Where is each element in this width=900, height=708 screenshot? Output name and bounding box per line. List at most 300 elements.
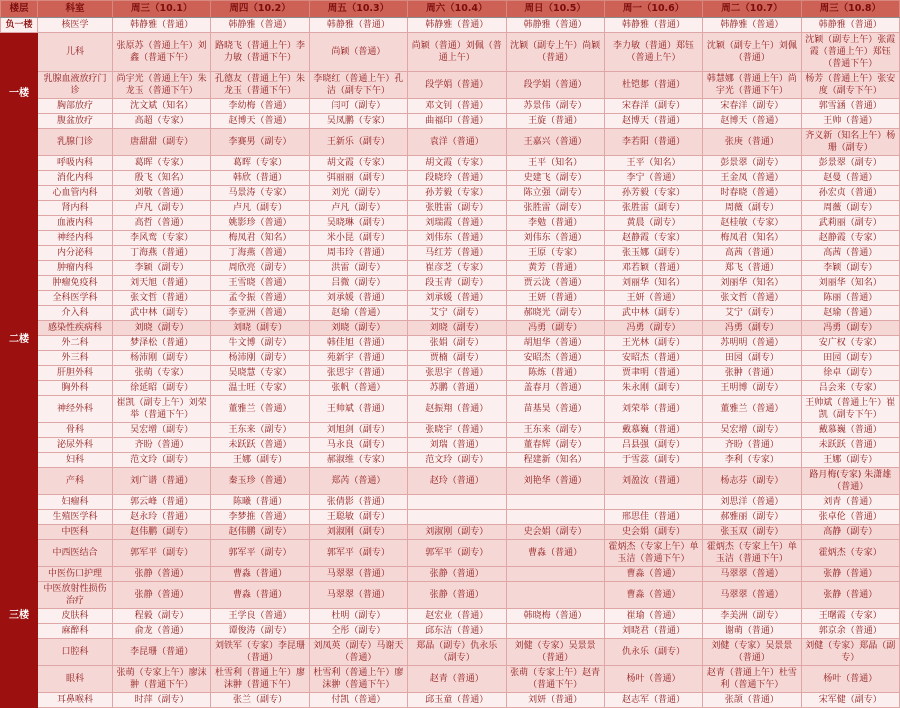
schedule-cell: 冯勇（副专）	[604, 321, 702, 336]
schedule-cell: 胡旭华（普通）	[506, 336, 604, 351]
schedule-cell: 张卓伦（普通）	[801, 510, 899, 525]
col-header-day: 周五（10.3）	[309, 1, 407, 18]
schedule-cell: 赵伟鹏（副专）	[113, 525, 211, 540]
schedule-row	[1, 624, 900, 639]
schedule-cell: 郭京余（普通）	[801, 624, 899, 639]
schedule-cell: 刘晓（副专）	[309, 321, 407, 336]
dept-cell: 腹盆放疗	[38, 114, 113, 129]
schedule-row	[1, 666, 900, 693]
schedule-cell: 李晓红（普通上午）孔洁（副专下午）	[309, 72, 407, 99]
schedule-cell: 韩静雅（普通）	[309, 18, 407, 33]
schedule-row	[1, 567, 900, 582]
header-row	[1, 1, 900, 18]
schedule-cell: 赵宏业（普通）	[408, 609, 506, 624]
schedule-cell: 邱东洁（普通）	[408, 624, 506, 639]
schedule-cell: 苏鹏（普通）	[408, 381, 506, 396]
schedule-cell: 郭云峰（普通）	[113, 495, 211, 510]
schedule-cell: 苑新宇（普通）	[309, 351, 407, 366]
schedule-cell: 张静（普通）	[113, 582, 211, 609]
schedule-cell: 杨叶（普通）	[604, 666, 702, 693]
schedule-cell: 刘敬（普通）	[113, 186, 211, 201]
schedule-cell: 陈丽（普通）	[801, 291, 899, 306]
schedule-cell: 霍炳杰（专家上午）单玉洁（普通下午）	[604, 540, 702, 567]
schedule-cell: 彭景翠（副专）	[801, 156, 899, 171]
schedule-cell: 秦玉珍（普通）	[211, 468, 309, 495]
schedule-cell: 王娜（副专）	[211, 453, 309, 468]
schedule-cell: 郑芮（普通）	[309, 468, 407, 495]
col-header-day: 周二（10.7）	[703, 1, 801, 18]
schedule-cell: 杨沛刚（副专）	[113, 351, 211, 366]
schedule-cell: 李颖（副专）	[801, 261, 899, 276]
schedule-cell: 韩佳旭（普通）	[309, 336, 407, 351]
schedule-cell: 黄晨（副专）	[604, 216, 702, 231]
schedule-cell: 葛晖（专家）	[211, 156, 309, 171]
dept-cell: 介入科	[38, 306, 113, 321]
schedule-row	[1, 396, 900, 423]
schedule-cell: 程建新（知名）	[506, 453, 604, 468]
schedule-cell: 周欣亮（副专）	[211, 261, 309, 276]
schedule-cell: 刘伟东（普通）	[506, 231, 604, 246]
schedule-cell: 刘淑刚（副专）	[309, 525, 407, 540]
schedule-row	[1, 525, 900, 540]
schedule-cell: 曹淼（普通）	[506, 540, 604, 567]
schedule-cell: 艾宁（副专）	[408, 306, 506, 321]
schedule-cell: 董雅兰（普通）	[703, 396, 801, 423]
dept-cell: 中医伤口护理	[38, 567, 113, 582]
schedule-cell: 沈文斌（知名）	[113, 99, 211, 114]
schedule-cell: 齐盼（普通）	[703, 438, 801, 453]
schedule-cell: 张胜雷（副专）	[604, 201, 702, 216]
col-header-day: 周日（10.5）	[506, 1, 604, 18]
schedule-cell: 卢凡（副专）	[113, 201, 211, 216]
schedule-cell: 张静（普通）	[113, 567, 211, 582]
dept-cell: 胸外科	[38, 381, 113, 396]
schedule-cell: 杨叶（普通）	[801, 666, 899, 693]
col-header-dept: 科室	[38, 1, 113, 18]
schedule-cell: 韩静雅（普通）	[211, 18, 309, 33]
schedule-cell: 刘晓（副专）	[408, 321, 506, 336]
schedule-cell: 崔瑜（普通）	[604, 609, 702, 624]
schedule-cell: 赵青（普通上午）杜雪利（普通下午）	[703, 666, 801, 693]
schedule-cell: 张萌（专家上午）赵青（普通下午）	[506, 666, 604, 693]
schedule-cell: 张萌（专家）	[113, 366, 211, 381]
schedule-row	[1, 99, 900, 114]
dept-cell: 口腔科	[38, 639, 113, 666]
schedule-cell: 尚颖（普通）	[309, 33, 407, 72]
schedule-cell: 赵伟鹏（副专）	[211, 525, 309, 540]
schedule-cell: 王金凤（普通）	[703, 171, 801, 186]
schedule-row	[1, 693, 900, 708]
schedule-cell: 郭军平（副专）	[309, 540, 407, 567]
schedule-cell: 安广权（专家）	[801, 336, 899, 351]
dept-cell: 呼吸内科	[38, 156, 113, 171]
dept-cell: 乳腺门诊	[38, 129, 113, 156]
schedule-cell: 苏明明（普通）	[703, 336, 801, 351]
schedule-cell: 俞龙（普通）	[113, 624, 211, 639]
schedule-cell: 李梦推（普通）	[211, 510, 309, 525]
schedule-cell: 陈曦（普通）	[211, 495, 309, 510]
col-header-floor: 楼层	[1, 1, 38, 18]
dept-cell: 肾内科	[38, 201, 113, 216]
schedule-cell: 刘晓（副专）	[113, 321, 211, 336]
schedule-cell: 王旋（普通）	[506, 114, 604, 129]
schedule-cell: 闫可（副专）	[309, 99, 407, 114]
dept-cell: 妇瘤科	[38, 495, 113, 510]
schedule-cell: 路月梅(专家) 朱潇雄（普通）	[801, 468, 899, 495]
schedule-cell: 范文玲（副专）	[113, 453, 211, 468]
schedule-cell: 段玉青（副专）	[408, 276, 506, 291]
schedule-cell: 艾宁（副专）	[703, 306, 801, 321]
schedule-row	[1, 261, 900, 276]
schedule-cell: 沈颖（副专上午）尚颖（普通）	[506, 33, 604, 72]
dept-cell: 中医科	[38, 525, 113, 540]
schedule-cell: 姚影珍（普通）	[211, 216, 309, 231]
schedule-cell: 王帅斌（普通）	[309, 396, 407, 423]
dept-cell: 耳鼻喉科	[38, 693, 113, 708]
schedule-row	[1, 351, 900, 366]
schedule-cell: 袁洋（普通）	[408, 129, 506, 156]
schedule-cell: 张玉娜（副专）	[604, 246, 702, 261]
schedule-cell: 宋春洋（副专）	[703, 99, 801, 114]
schedule-cell: 段学娟（普通）	[408, 72, 506, 99]
schedule-cell: 高茜（普通）	[801, 246, 899, 261]
schedule-row	[1, 423, 900, 438]
schedule-cell: 彭景翠（副专）	[703, 156, 801, 171]
schedule-cell: 王娜（副专）	[801, 453, 899, 468]
schedule-row	[1, 639, 900, 666]
schedule-cell: 黄芳（普通）	[506, 261, 604, 276]
dept-cell: 生殖医学科	[38, 510, 113, 525]
schedule-cell: 刘承媛（普通）	[309, 291, 407, 306]
schedule-cell: 冯勇（副专）	[506, 321, 604, 336]
schedule-cell: 仇永乐（副专）	[604, 639, 702, 666]
schedule-cell: 安昭杰（普通）	[604, 351, 702, 366]
dept-cell: 骨科	[38, 423, 113, 438]
schedule-cell: 韩慧娜（普通上午）尚宇光（普通下午）	[703, 72, 801, 99]
schedule-cell: 付凯（普通）	[309, 693, 407, 708]
dept-cell: 妇科	[38, 453, 113, 468]
schedule-cell: 刘光（副专）	[309, 186, 407, 201]
schedule-cell: 马红芳（普通）	[408, 246, 506, 261]
schedule-cell: 丁海燕（普通）	[211, 246, 309, 261]
schedule-cell: 赵静霞（专家）	[801, 231, 899, 246]
table-header	[1, 1, 900, 18]
schedule-cell: 郑飞（普通）	[703, 261, 801, 276]
schedule-cell: 吴凤鹏（专家）	[309, 114, 407, 129]
schedule-cell: 刘广谱（普通）	[113, 468, 211, 495]
schedule-cell: 郭军平（副专）	[211, 540, 309, 567]
schedule-cell	[506, 495, 604, 510]
schedule-cell: 王妍（普通）	[506, 291, 604, 306]
schedule-cell: 宋春洋（副专）	[604, 99, 702, 114]
schedule-cell: 杜明（副专）	[309, 609, 407, 624]
schedule-row	[1, 186, 900, 201]
dept-cell: 中西医结合	[38, 540, 113, 567]
schedule-cell: 孙芳毅（专家）	[604, 186, 702, 201]
schedule-cell: 郭雪涵（普通）	[801, 99, 899, 114]
schedule-row	[1, 216, 900, 231]
schedule-cell: 刘瑞霞（普通）	[408, 216, 506, 231]
schedule-cell: 曹淼（普通）	[604, 567, 702, 582]
schedule-cell: 赵曼（普通）	[801, 171, 899, 186]
schedule-cell: 王学良（普通）	[211, 609, 309, 624]
schedule-cell: 韩欣（普通）	[211, 171, 309, 186]
schedule-cell: 米小昆（副专）	[309, 231, 407, 246]
schedule-cell: 贾云泷（普通）	[506, 276, 604, 291]
schedule-cell: 沈颖（副专上午）张霞霞（普通上午）郑钰（普通下午）	[801, 33, 899, 72]
schedule-cell: 崔彦芝（专家）	[408, 261, 506, 276]
schedule-cell: 吕县强（副专）	[604, 438, 702, 453]
schedule-cell: 卢凡（副专）	[211, 201, 309, 216]
schedule-cell: 李赛男（副专）	[211, 129, 309, 156]
schedule-cell: 弭丽丽（副专）	[309, 171, 407, 186]
schedule-cell: 张晓宇（普通）	[408, 423, 506, 438]
schedule-cell	[506, 624, 604, 639]
schedule-cell: 武中林（副专）	[113, 306, 211, 321]
schedule-cell: 赵博天（普通）	[604, 114, 702, 129]
schedule-cell: 郝晓光（副专）	[506, 306, 604, 321]
schedule-cell: 董春辉（副专）	[506, 438, 604, 453]
schedule-cell: 孙宏贞（普通）	[801, 186, 899, 201]
schedule-cell: 戴慕巍（普通）	[604, 423, 702, 438]
schedule-cell: 刘承媛（普通）	[408, 291, 506, 306]
schedule-cell: 赵静霞（专家）	[604, 231, 702, 246]
schedule-cell: 王帅斌（普通上午）崔凯（副专下午）	[801, 396, 899, 423]
schedule-cell: 马永良（副专）	[309, 438, 407, 453]
schedule-row	[1, 291, 900, 306]
schedule-cell: 洪雷（副专）	[309, 261, 407, 276]
schedule-cell: 冯勇（副专）	[801, 321, 899, 336]
schedule-cell: 周韦玲（普通）	[309, 246, 407, 261]
schedule-row	[1, 468, 900, 495]
schedule-row	[1, 231, 900, 246]
schedule-cell: 时春晓（普通）	[703, 186, 801, 201]
schedule-cell: 葛晖（专家）	[113, 156, 211, 171]
schedule-cell: 刘盈汝（普通）	[604, 468, 702, 495]
schedule-cell: 张文哲（普通）	[113, 291, 211, 306]
schedule-cell: 张庚（普通）	[703, 129, 801, 156]
floor-label: 二楼	[1, 156, 38, 525]
schedule-cell: 段晓玲（普通）	[408, 171, 506, 186]
schedule-cell: 李利（专家）	[703, 453, 801, 468]
schedule-cell: 吴宏增（副专）	[113, 423, 211, 438]
dept-cell: 产科	[38, 468, 113, 495]
schedule-cell: 陈立强（副专）	[506, 186, 604, 201]
schedule-cell: 张翀（普通）	[703, 366, 801, 381]
schedule-cell: 刘丽华（知名）	[604, 276, 702, 291]
schedule-cell	[506, 510, 604, 525]
schedule-cell: 王嘉兴（普通）	[506, 129, 604, 156]
schedule-cell: 郭军平（副专）	[408, 540, 506, 567]
schedule-row	[1, 438, 900, 453]
schedule-cell: 吕微（副专）	[309, 276, 407, 291]
schedule-cell: 胡文霞（专家）	[309, 156, 407, 171]
schedule-cell: 邱玉童（普通）	[408, 693, 506, 708]
schedule-cell: 宋军健（副专）	[801, 693, 899, 708]
schedule-cell: 孔德友（普通上午）朱龙玉（普通下午）	[211, 72, 309, 99]
schedule-cell: 谢萌（普通）	[703, 624, 801, 639]
schedule-cell: 李勉（普通）	[506, 216, 604, 231]
schedule-cell: 刘瑞（普通）	[408, 438, 506, 453]
schedule-cell: 赵永玲（普通）	[113, 510, 211, 525]
schedule-cell: 高静（副专）	[801, 525, 899, 540]
schedule-cell: 王妍（普通）	[604, 291, 702, 306]
schedule-cell: 赵博天（普通）	[211, 114, 309, 129]
schedule-row	[1, 129, 900, 156]
schedule-cell: 王雪晓（普通）	[211, 276, 309, 291]
schedule-cell: 朱永刚（副专）	[604, 381, 702, 396]
schedule-cell: 苏景伟（副专）	[506, 99, 604, 114]
schedule-cell: 张静（普通）	[408, 567, 506, 582]
schedule-cell: 李若阳（普通）	[604, 129, 702, 156]
schedule-row	[1, 582, 900, 609]
schedule-cell: 吴宏增（副专）	[703, 423, 801, 438]
schedule-cell: 韩静雅（普通）	[113, 18, 211, 33]
schedule-cell: 王平（知名）	[506, 156, 604, 171]
schedule-cell	[408, 495, 506, 510]
schedule-cell: 张倩影（普通）	[309, 495, 407, 510]
schedule-cell: 时萍（副专）	[113, 693, 211, 708]
schedule-cell: 吴晓慧（专家）	[211, 366, 309, 381]
schedule-cell: 王原（专家）	[506, 246, 604, 261]
schedule-cell: 段学娟（普通）	[506, 72, 604, 99]
schedule-cell: 韩静雅（普通）	[703, 18, 801, 33]
dept-cell: 神经内科	[38, 231, 113, 246]
schedule-cell: 刘淑刚（副专）	[408, 525, 506, 540]
schedule-cell: 刘健（专家）吴景景（普通）	[703, 639, 801, 666]
schedule-cell: 沈颖（副专上午）刘佩（普通）	[703, 33, 801, 72]
schedule-cell: 高超（专家）	[113, 114, 211, 129]
floor-label: 一楼	[1, 33, 38, 156]
schedule-cell: 张胜雷（副专）	[506, 201, 604, 216]
schedule-cell: 张萌（专家上午）廖沫翀（普通下午）	[113, 666, 211, 693]
schedule-cell: 安昭杰（普通）	[506, 351, 604, 366]
schedule-cell: 梦泽松（普通）	[113, 336, 211, 351]
col-header-day: 周一（10.6）	[604, 1, 702, 18]
schedule-cell: 张胜雷（副专）	[408, 201, 506, 216]
schedule-cell: 杜雪利（普通上午）廖沫翀（普通下午）	[309, 666, 407, 693]
dept-cell: 心血管内科	[38, 186, 113, 201]
dept-cell: 感染性疾病科	[38, 321, 113, 336]
schedule-cell: 刘铁军（专家）李昆珊（普通）	[211, 639, 309, 666]
schedule-cell: 贾楠（副专）	[408, 351, 506, 366]
schedule-cell: 丁海燕（普通）	[113, 246, 211, 261]
dept-cell: 儿科	[38, 33, 113, 72]
schedule-row	[1, 156, 900, 171]
schedule-cell: 李幼梅（普通）	[211, 99, 309, 114]
schedule-cell: 赵玲（普通）	[408, 468, 506, 495]
schedule-cell: 吴晓琳（副专）	[309, 216, 407, 231]
schedule-cell: 霍炳杰（专家上午）单玉洁（普通下午）	[703, 540, 801, 567]
schedule-cell: 王新乐（副专）	[309, 129, 407, 156]
schedule-cell: 陈炼（普通）	[506, 366, 604, 381]
schedule-row	[1, 72, 900, 99]
dept-cell: 外三科	[38, 351, 113, 366]
col-header-day: 周三（10.8）	[801, 1, 899, 18]
schedule-cell: 曹淼（普通）	[604, 582, 702, 609]
schedule-cell: 马翠翠（普通）	[703, 582, 801, 609]
schedule-cell: 郑晶（副专）仇永乐（副专）	[408, 639, 506, 666]
schedule-cell: 韩静雅（普通）	[604, 18, 702, 33]
dept-cell: 神经外科	[38, 396, 113, 423]
schedule-cell: 武中林（副专）	[604, 306, 702, 321]
schedule-cell: 王聪敏（副专）	[309, 510, 407, 525]
schedule-row	[1, 453, 900, 468]
schedule-cell: 王东来（副专）	[506, 423, 604, 438]
schedule-cell: 尚颖（普通）刘佩（普通上午）	[408, 33, 506, 72]
schedule-cell: 韩静雅（普通）	[801, 18, 899, 33]
schedule-cell: 杜雪利（普通上午）廖沫翀（普通下午）	[211, 666, 309, 693]
schedule-cell: 徐延昭（副专）	[113, 381, 211, 396]
schedule-cell: 曲福印（普通）	[408, 114, 506, 129]
schedule-cell: 谭俊涛（副专）	[211, 624, 309, 639]
schedule-cell: 唐甜甜（副专）	[113, 129, 211, 156]
schedule-cell: 路晓飞（普通上午）李力敏（普通下午）	[211, 33, 309, 72]
schedule-cell: 马景涛（专家）	[211, 186, 309, 201]
schedule-cell: 刘晓君（普通）	[604, 624, 702, 639]
schedule-cell: 张兰（副专）	[211, 693, 309, 708]
schedule-cell: 史会娟（副专）	[604, 525, 702, 540]
floor-label: 负一楼	[1, 18, 38, 33]
schedule-cell: 未跃跃（普通）	[801, 438, 899, 453]
schedule-row	[1, 336, 900, 351]
schedule-cell: 刘天旭（普通）	[113, 276, 211, 291]
schedule-cell: 马翠翠（普通）	[309, 567, 407, 582]
schedule-cell: 张静（普通）	[408, 582, 506, 609]
dept-cell: 肝胆外科	[38, 366, 113, 381]
schedule-cell: 赵博天（普通）	[703, 114, 801, 129]
schedule-cell: 马翠翠（普通）	[703, 567, 801, 582]
schedule-cell: 吕会来（专家）	[801, 381, 899, 396]
schedule-cell: 郝雅丽（副专）	[703, 510, 801, 525]
col-header-day: 周四（10.2）	[211, 1, 309, 18]
schedule-cell: 刘旭剑（副专）	[309, 423, 407, 438]
schedule-row	[1, 246, 900, 261]
schedule-row	[1, 18, 900, 33]
schedule-cell: 郝淑维（专家）	[309, 453, 407, 468]
schedule-cell: 刘凤英（副专）马谢天（普通）	[309, 639, 407, 666]
dept-cell: 外二科	[38, 336, 113, 351]
schedule-cell: 刘健（专家）吴景景（普通）	[506, 639, 604, 666]
schedule-cell	[506, 567, 604, 582]
schedule-cell: 仝彤（副专）	[309, 624, 407, 639]
schedule-cell: 韩晓梅（普通）	[506, 609, 604, 624]
dept-cell: 内分泌科	[38, 246, 113, 261]
schedule-row	[1, 201, 900, 216]
dept-cell: 血液内科	[38, 216, 113, 231]
dept-cell: 皮肤科	[38, 609, 113, 624]
schedule-cell: 张静（普通）	[801, 582, 899, 609]
schedule-cell: 霍炳杰（专家）	[801, 540, 899, 567]
dept-cell: 胸部放疗	[38, 99, 113, 114]
col-header-day: 周六（10.4）	[408, 1, 506, 18]
schedule-cell: 王帅（普通）	[801, 114, 899, 129]
schedule-cell: 王平（知名）	[604, 156, 702, 171]
schedule-cell: 未跃跃（普通）	[211, 438, 309, 453]
schedule-row	[1, 114, 900, 129]
schedule-cell: 李风鸾（专家）	[113, 231, 211, 246]
schedule-cell: 刘妍（普通）	[506, 693, 604, 708]
schedule-cell: 李宁（普通）	[604, 171, 702, 186]
schedule-cell: 张文哲（普通）	[703, 291, 801, 306]
schedule-row	[1, 381, 900, 396]
schedule-cell	[506, 582, 604, 609]
schedule-cell: 徐卓（副专）	[801, 366, 899, 381]
schedule-row	[1, 366, 900, 381]
schedule-cell: 周薇（副专）	[801, 201, 899, 216]
dept-cell: 眼科	[38, 666, 113, 693]
schedule-cell: 高哲（普通）	[113, 216, 211, 231]
